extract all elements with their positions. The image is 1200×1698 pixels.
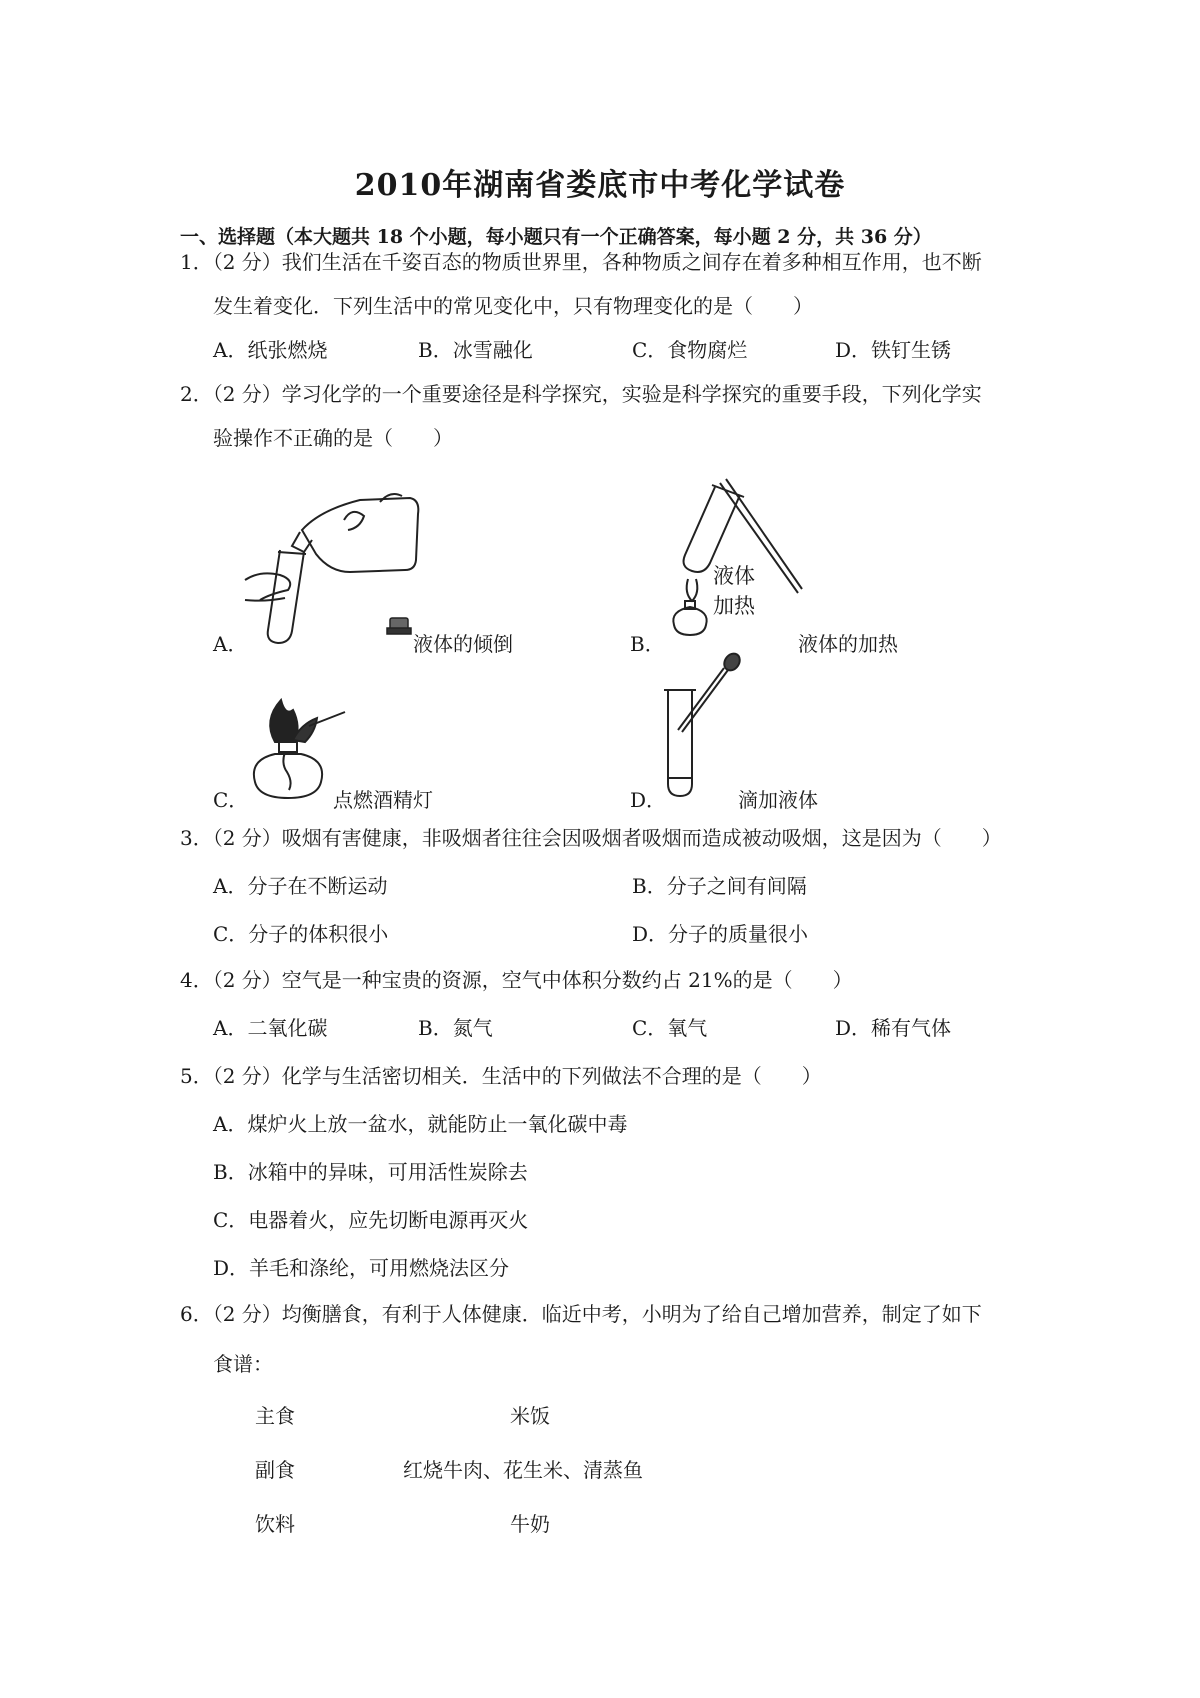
q2-option-a-caption: 液体的倾倒 — [413, 632, 513, 656]
q1-option-a[interactable]: A．纸张燃烧 — [213, 338, 328, 362]
menu-label-staple: 主食 — [255, 1404, 295, 1428]
q5-option-b[interactable]: B．冰箱中的异味，可用活性炭除去 — [213, 1160, 528, 1184]
q1-option-c[interactable]: C．食物腐烂 — [632, 338, 748, 362]
q1-option-b[interactable]: B．冰雪融化 — [418, 338, 533, 362]
q2-option-c-letter[interactable]: C． — [213, 788, 249, 812]
exam-title: 2010年湖南省娄底市中考化学试卷 — [354, 168, 846, 203]
q3-option-b[interactable]: B．分子之间有间隔 — [632, 874, 807, 898]
menu-label-side: 副食 — [255, 1458, 295, 1482]
q2-option-a-letter[interactable]: A． — [213, 632, 248, 656]
menu-label-drink: 饮料 — [255, 1512, 295, 1536]
q2-option-c-caption: 点燃酒精灯 — [333, 788, 433, 812]
question-6-line-1: 6．（2 分）均衡膳食，有利于人体健康．临近中考，小明为了给自己增加营养，制定了如下 — [180, 1302, 982, 1326]
question-2-line-2: 验操作不正确的是（ ） — [213, 426, 453, 450]
question-6-line-2: 食谱： — [213, 1352, 273, 1376]
q3-option-c[interactable]: C．分子的体积很小 — [213, 922, 389, 946]
question-1-line-1: 1．（2 分）我们生活在千姿百态的物质世界里，各种物质之间存在着多种相互作用，也不断 — [180, 250, 982, 274]
question-1-line-2: 发生着变化．下列生活中的常见变化中，只有物理变化的是（ ） — [213, 294, 813, 318]
dropping-liquid-figure — [660, 652, 750, 802]
q2-option-b-letter[interactable]: B． — [630, 632, 665, 656]
q2-option-d-caption: 滴加液体 — [738, 788, 818, 812]
q3-option-d[interactable]: D．分子的质量很小 — [632, 922, 809, 946]
q5-option-c[interactable]: C．电器着火，应先切断电源再灭火 — [213, 1208, 529, 1232]
question-2-line-1: 2．（2 分）学习化学的一个重要途径是科学探究，实验是科学探究的重要手段，下列化学实 — [180, 382, 982, 406]
menu-value-drink: 牛奶 — [510, 1512, 550, 1536]
question-3-line-1: 3．（2 分）吸烟有害健康，非吸烟者往往会因吸烟者吸烟而造成被动吸烟，这是因为（ ） — [180, 826, 1002, 850]
q5-option-a[interactable]: A．煤炉火上放一盆水，就能防止一氧化碳中毒 — [213, 1112, 628, 1136]
menu-value-side: 红烧牛肉、花生米、清蒸鱼 — [403, 1458, 643, 1482]
section-heading: 一、选择题（本大题共 18 个小题，每小题只有一个正确答案，每小题 2 分，共 36 分） — [180, 226, 932, 248]
q5-option-d[interactable]: D．羊毛和涤纶，可用燃烧法区分 — [213, 1256, 510, 1280]
q4-option-d[interactable]: D．稀有气体 — [835, 1016, 952, 1040]
q2-figure-b-label-1: 液体 — [713, 564, 755, 588]
q4-option-b[interactable]: B．氮气 — [418, 1016, 493, 1040]
pouring-liquid-figure — [240, 490, 430, 645]
q3-option-a[interactable]: A．分子在不断运动 — [213, 874, 388, 898]
question-4-line-1: 4．（2 分）空气是一种宝贵的资源，空气中体积分数约占 21%的是（ ） — [180, 968, 853, 992]
q1-option-d[interactable]: D．铁钉生锈 — [835, 338, 952, 362]
q4-option-a[interactable]: A．二氧化碳 — [213, 1016, 328, 1040]
q4-option-c[interactable]: C．氧气 — [632, 1016, 708, 1040]
question-5-line-1: 5．（2 分）化学与生活密切相关．生活中的下列做法不合理的是（ ） — [180, 1064, 822, 1088]
q2-option-d-letter[interactable]: D． — [630, 788, 667, 812]
menu-value-staple: 米饭 — [510, 1404, 550, 1428]
q2-option-b-caption: 液体的加热 — [798, 632, 898, 656]
q2-figure-b-label-2: 加热 — [713, 594, 755, 618]
